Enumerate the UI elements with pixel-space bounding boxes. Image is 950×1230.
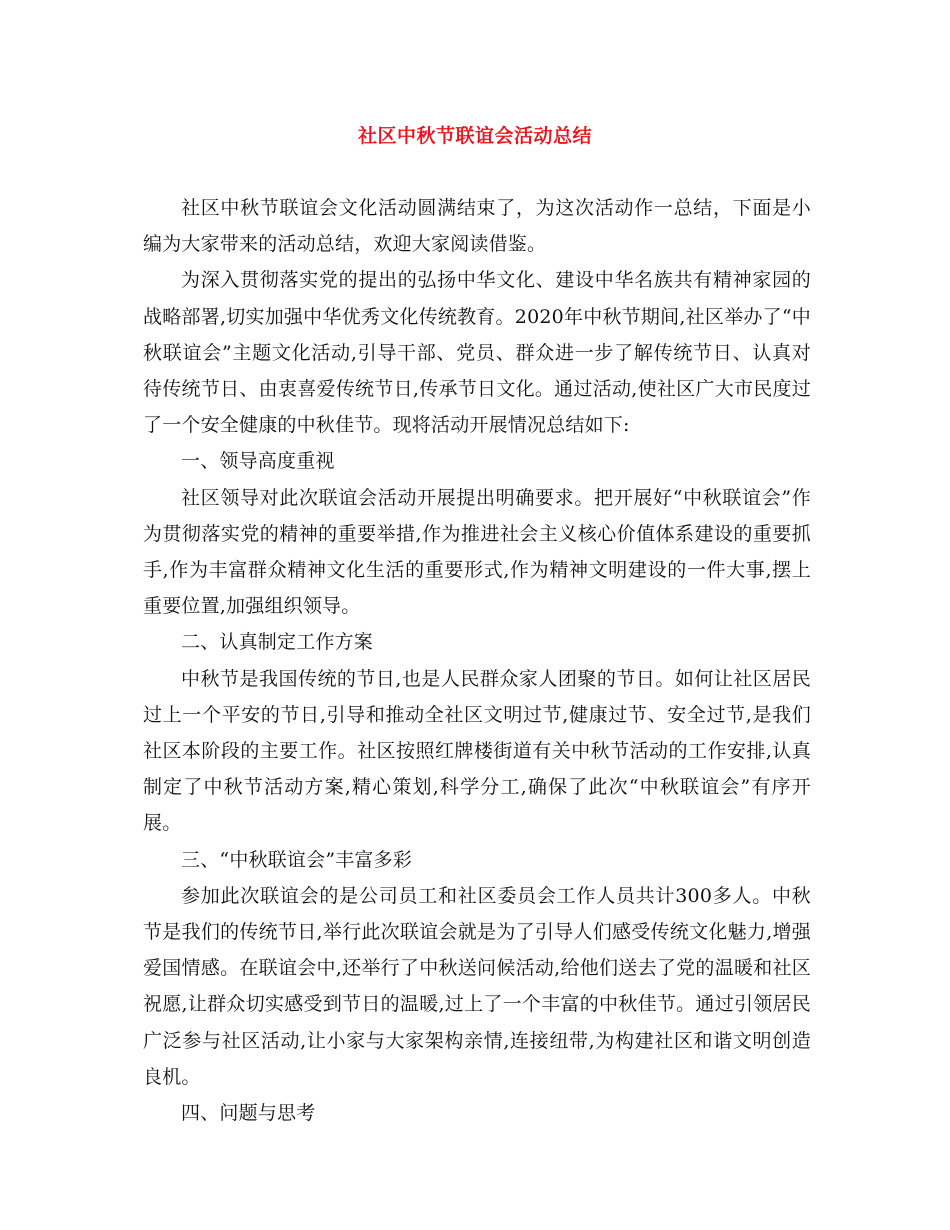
section-2-paragraph: 中秋节是我国传统的节日,也是人民群众家人团聚的节日。如何让社区居民过上一个平安的节日,引导和推动全社区文明过节,健康过节、安全过节,是我们社区本阶段的主要工作。社区按照红牌楼街道有关中秋节活动的工作安排,认真制定了中秋节活动方案,精心策划,科学分工,确保了此次“中秋联谊会”有序开展。 xyxy=(143,667,811,835)
document-title: 社区中秋节联谊会活动总结 xyxy=(357,125,592,147)
section-heading-1: 一、领导高度重视 xyxy=(181,450,335,473)
section-heading-3: 三、“中秋联谊会”丰富多彩 xyxy=(181,848,413,871)
intro-paragraph: 社区中秋节联谊会文化活动圆满结束了，为这次活动作一总结，下面是小编为大家带来的活动总结，欢迎大家阅读借鉴。 xyxy=(143,197,811,256)
section-heading-4: 四、问题与思考 xyxy=(181,1102,316,1125)
background-paragraph: 为深入贯彻落实党的提出的弘扬中华文化、建设中华名族共有精神家园的战略部署,切实加强中华优秀文化传统教育。2020年中秋节期间,社区举办了“中秋联谊会”主题文化活动,引导干部、党员、群众进一步了解传统节日、认真对待传统节日、由衷喜爱传统节日,传承节日文化。通过活动,使社区广大市民度过了一个安全健康的中秋佳节。现将活动开展情况总结如下: xyxy=(143,269,811,437)
section-1-paragraph: 社区领导对此次联谊会活动开展提出明确要求。把开展好“中秋联谊会”作为贯彻落实党的精神的重要举措,作为推进社会主义核心价值体系建设的重要抓手,作为丰富群众精神文化生活的重要形式,作为精神文明建设的一件大事,摆上重要位置,加强组织领导。 xyxy=(143,486,811,618)
document-body xyxy=(143,190,811,1131)
section-heading-2: 二、认真制定工作方案 xyxy=(181,631,374,654)
section-3-paragraph: 参加此次联谊会的是公司员工和社区委员会工作人员共计300多人。中秋节是我们的传统节日,举行此次联谊会就是为了引导人们感受传统文化魅力,增强爱国情感。在联谊会中,还举行了中秋送问候活动,给他们送去了党的温暖和社区祝愿,让群众切实感受到节日的温暖,过上了一个丰富的中秋佳节。通过引领居民广泛参与社区活动,让小家与大家架构亲情,连接纽带,为构建社区和谐文明创造良机。 xyxy=(143,884,811,1088)
